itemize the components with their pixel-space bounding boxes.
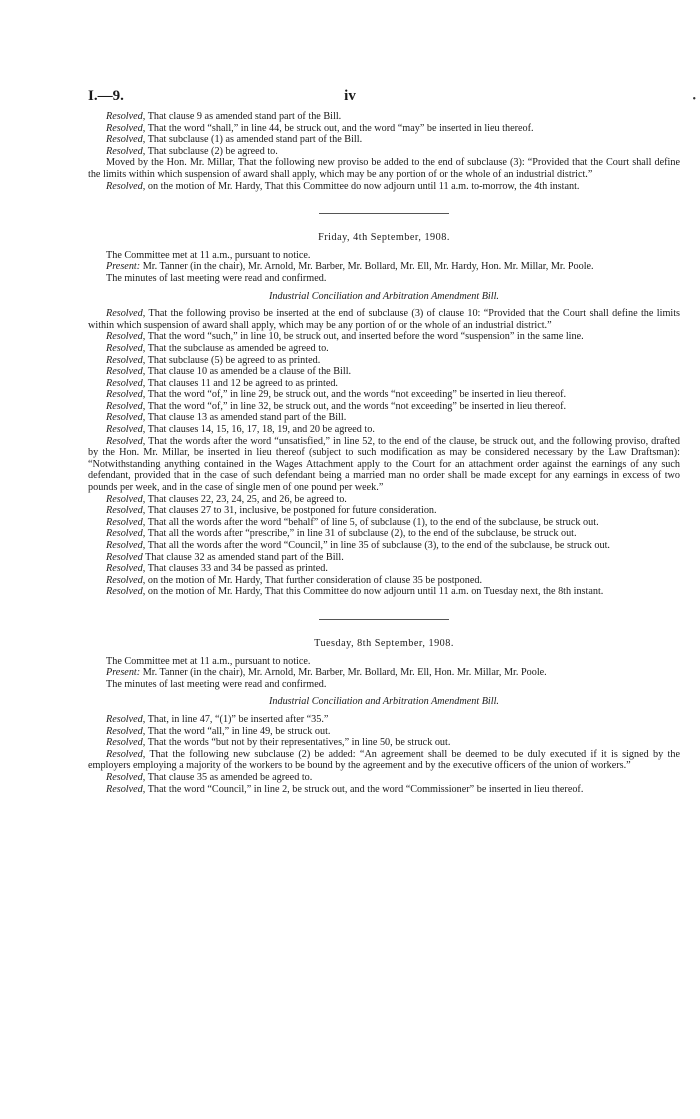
section-continued — [88, 111, 680, 192]
paragraph-lead: Resolved — [106, 551, 143, 563]
paragraph-lead: Resolved — [106, 528, 143, 540]
paragraph-lead: Resolved — [106, 783, 143, 795]
paragraph-lead: Resolved — [106, 377, 143, 389]
paragraph: Resolved, That clauses 27 to 31, inclusive, be postponed for future consideration. — [106, 505, 437, 517]
paragraph-lead: Resolved — [106, 308, 143, 320]
paragraph: Resolved, That clause 10 as amended be a clause of the Bill. — [106, 366, 352, 378]
paragraph-lead: Resolved — [106, 122, 143, 134]
paragraph-lead: Resolved — [106, 366, 143, 378]
section-tuesday-attendance — [88, 656, 680, 691]
paragraph: Resolved, That subclause (5) be agreed to as printed. — [106, 354, 321, 366]
paragraph: The minutes of last meeting were read and confirmed. — [106, 678, 327, 690]
page-header — [88, 88, 612, 106]
paragraph: Resolved, That the subclause as amended be agreed to. — [106, 342, 329, 354]
paragraph: Resolved, That the words after the word “unsatisfied,” in line 52, to the end of the clause, be struck out, and the following proviso, drafted by the Hon. Mr. Millar, be inserted in lieu thereof (subject to such modification as may be considered necessary by the Law Draftsman): “Notwithstanding anything contained in the Wages Attachment apply to the Court for an attachment order against the earnings of any such defendant, provided that in the case of such defendant being a married man no order shall be made except for any earnings in excess of two pounds per week, and in the case of single men of one pound per week.” — [88, 435, 680, 494]
paragraph: Resolved, That clause 35 as amended be agreed to. — [106, 771, 313, 783]
paragraph: Resolved, That the word “shall,” in line 44, be struck out, and the word “may” be inserted in lieu thereof. — [106, 122, 534, 134]
paragraph: Resolved, That subclause (2) be agreed to. — [106, 145, 278, 157]
paragraph: Resolved, That the words “but not by their representatives,” in line 50, be struck out. — [106, 737, 451, 749]
paragraph-lead: Resolved — [106, 713, 143, 725]
paragraph-lead: Resolved — [106, 771, 143, 783]
paragraph: Resolved, on the motion of Mr. Hardy, That this Committee do now adjourn until 11 a.m. on Tuesday next, the 8th instant. — [106, 586, 604, 598]
paragraph: Resolved, That all the words after the word “behalf” of line 5, of subclause (1), to the end of the subclause, be struck out. — [106, 516, 599, 528]
paragraph-lead: Resolved — [106, 516, 143, 528]
document-body — [88, 111, 680, 795]
paragraph-lead: Resolved — [106, 342, 143, 354]
paragraph-lead: Resolved — [106, 354, 143, 366]
section-date-friday: Friday, 4th September, 1908. — [318, 232, 450, 244]
section-friday-resolutions — [88, 308, 680, 598]
paragraph-lead: Present: — [106, 261, 141, 273]
bill-heading-friday: Industrial Conciliation and Arbitration Amendment Bill. — [269, 290, 499, 302]
paragraph: The Committee met at 11 a.m., pursuant to notice. — [106, 249, 311, 261]
paragraph-lead: Resolved — [106, 505, 143, 517]
section-tuesday-resolutions — [88, 714, 680, 795]
paragraph-lead: Resolved — [106, 586, 143, 598]
paragraph-lead: Resolved — [106, 331, 143, 343]
paragraph-lead: Resolved — [106, 389, 143, 401]
paragraph: Resolved, That, in line 47, “(1)” be inserted after “35.” — [106, 713, 329, 725]
paragraph: Present: Mr. Tanner (in the chair), Mr. Arnold, Mr. Barber, Mr. Bollard, Mr. Ell, Mr. Hardy, Hon. Mr. Millar, Mr. Poole. — [106, 261, 594, 273]
paragraph-lead: Present: — [106, 667, 141, 679]
paragraph-lead: Resolved — [106, 400, 143, 412]
paragraph: Resolved, That clauses 22, 23, 24, 25, and 26, be agreed to. — [106, 493, 347, 505]
paragraph: Resolved, That the following new subclause (2) be added: “An agreement shall be deemed to be duly executed if it is signed by the employers employing a majority of the workers to be bound by the agreement and by the executive officers of the union of workers.” — [88, 748, 680, 772]
section-friday-attendance — [88, 250, 680, 285]
paragraph: Resolved, That the word “Council,” in line 2, be struck out, and the word “Commissioner” be inserted in lieu thereof. — [106, 783, 584, 795]
paragraph: Resolved, That the following proviso be inserted at the end of subclause (3) of clause 10: “Provided that the Court shall define the limits within which suspension of award shall apply, which may be any portion of or the whole of an industrial district.” — [88, 308, 680, 331]
paragraph: Resolved, That the word “of,” in line 29, be struck out, and the words “not exceeding” be inserted in lieu thereof. — [106, 389, 567, 401]
paragraph-lead: Resolved — [106, 111, 143, 122]
paragraph-lead: Resolved — [106, 737, 143, 749]
paragraph-lead: Resolved — [106, 493, 143, 505]
paragraph: Resolved, That clauses 33 and 34 be passed as printed. — [106, 563, 328, 575]
paragraph-lead: Resolved — [106, 145, 143, 157]
paragraph: Resolved, That subclause (1) as amended stand part of the Bill. — [106, 134, 363, 146]
bill-heading-tuesday: Industrial Conciliation and Arbitration Amendment Bill. — [269, 696, 499, 708]
paragraph-lead: Resolved — [106, 748, 143, 760]
paragraph-lead: Resolved — [106, 435, 143, 447]
paragraph: Resolved, That the word “such,” in line 10, be struck out, and inserted before the word “suspension” in the same line. — [106, 331, 584, 343]
paragraph: Resolved, That clause 13 as amended stand part of the Bill. — [106, 412, 347, 424]
paragraph: Resolved That clause 32 as amended stand part of the Bill. — [106, 551, 344, 563]
paragraph: Resolved, That all the words after the word “Council,” in line 35 of subclause (3), to the end of the subclause, be struck out. — [106, 540, 610, 551]
paragraph-lead: Resolved — [106, 574, 143, 586]
page-reference: I.—9. — [88, 88, 124, 104]
paragraph-lead: Resolved — [106, 134, 143, 146]
paragraph: Resolved, on the motion of Mr. Hardy, That further consideration of clause 35 be postponed. — [106, 574, 483, 586]
section-date-tuesday: Tuesday, 8th September, 1908. — [314, 637, 454, 649]
paragraph-lead: Resolved — [106, 725, 143, 737]
paragraph: Resolved, That clause 9 as amended stand part of the Bill. — [106, 111, 342, 122]
paragraph: Present: Mr. Tanner (in the chair), Mr. Arnold, Mr. Barber, Mr. Bollard, Mr. Ell, Hon. Mr. Millar, Mr. Poole. — [106, 667, 547, 679]
paragraph-lead: Resolved — [106, 412, 143, 424]
section-divider — [319, 213, 449, 214]
section-divider — [319, 619, 449, 620]
paragraph: Resolved, on the motion of Mr. Hardy, That this Committee do now adjourn until 11 a.m. to-morrow, the 4th instant. — [106, 180, 580, 192]
paragraph-lead: Resolved — [106, 424, 143, 436]
paragraph: Resolved, That clauses 14, 15, 16, 17, 18, 19, and 20 be agreed to. — [106, 424, 375, 436]
paragraph: Resolved, That clauses 11 and 12 be agreed to as printed. — [106, 377, 338, 389]
paragraph: The Committee met at 11 a.m., pursuant to notice. — [106, 655, 311, 667]
paragraph: Moved by the Hon. Mr. Millar, That the following new proviso be added to the end of subclause (3): “Provided that the Court shall define the limits within which suspension of award shall apply, which may be any portion of or the whole of an industrial district.” — [88, 157, 680, 180]
paragraph: Resolved, That the word “all,” in line 49, be struck out. — [106, 725, 331, 737]
page-number: iv — [344, 88, 356, 104]
margin-mark: • — [692, 94, 696, 105]
paragraph-lead: Resolved — [106, 563, 143, 575]
paragraph: Resolved, That all the words after “prescribe,” in line 31 of subclause (2), to the end of the subclause, be struck out. — [106, 528, 577, 540]
paragraph: The minutes of last meeting were read and confirmed. — [106, 272, 327, 284]
paragraph: Resolved, That the word “of,” in line 32, be struck out, and the words “not exceeding” be inserted in lieu thereof. — [106, 400, 567, 412]
paragraph-lead: Resolved — [106, 180, 143, 192]
paragraph-lead: Resolved — [106, 540, 143, 551]
